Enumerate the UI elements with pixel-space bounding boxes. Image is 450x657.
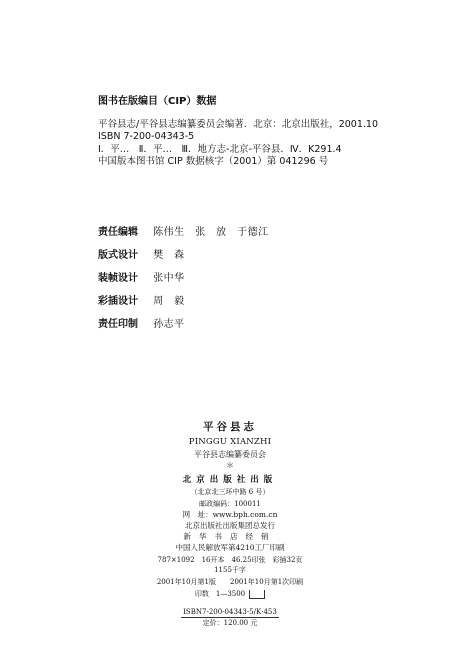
- book-specs: 787×1092 16开本 46.25印张 彩插32页 1155千字: [157, 556, 310, 574]
- staff-names: 张中华: [153, 273, 185, 284]
- cip-line: 平谷县志/平谷县志编纂委员会编著．北京：北京出版社，2001.10: [98, 118, 378, 130]
- staff-names: 陈伟生 张 放 于德江: [153, 227, 269, 238]
- staff-row: [98, 315, 398, 338]
- editor-name: 平谷县志编纂委员会: [194, 450, 266, 459]
- seller: 新华书店经销: [183, 532, 277, 541]
- imprint-block: [150, 419, 310, 628]
- staff-row: [98, 246, 398, 269]
- staff-names: 樊 森: [153, 250, 185, 261]
- distributor: 北京出版社出版集团总发行: [185, 521, 275, 530]
- staff-role: 责任印制: [98, 319, 138, 330]
- print-run: [150, 589, 310, 599]
- cip-line: ISBN 7-200-04343-5: [98, 131, 195, 142]
- staff-row: [98, 269, 398, 292]
- website: 网 址：www.bph.com.cn: [182, 510, 278, 519]
- price: 定价：120.00 元: [202, 619, 258, 627]
- staff-row: [98, 292, 398, 315]
- print-run-text: 印数 1—3500: [194, 590, 246, 598]
- book-title: 平谷县志: [203, 421, 257, 433]
- printer: 中国人民解放军第4210工厂印刷: [175, 543, 285, 552]
- cip-line: 中国版本图书馆 CIP 数据核字（2001）第 041296 号: [98, 156, 329, 167]
- staff-role: 责任编辑: [98, 227, 138, 238]
- staff-role: 版式设计: [98, 250, 138, 261]
- separator-mark: ＊: [226, 461, 234, 470]
- isbn-line: ISBN7-200-04343-5/K·453: [183, 608, 277, 616]
- cip-block: [98, 96, 398, 169]
- postcode: 邮政编码：100011: [199, 500, 261, 508]
- staff-names: 孙志平: [153, 319, 185, 330]
- staff-names: 周 毅: [153, 296, 185, 307]
- edition-info: 2001年10月第1版 2001年10月第1次印刷: [156, 578, 304, 586]
- staff-row: [98, 223, 398, 246]
- cip-line: Ⅰ．平… Ⅱ．平… Ⅲ．地方志-北京-平谷县．Ⅳ．K291.4: [98, 143, 342, 155]
- publisher-address: （北京北三环中路 6 号）: [190, 488, 270, 496]
- stamp-mark: [249, 590, 265, 599]
- staff-role: 装帧设计: [98, 273, 138, 284]
- publisher-line: 北京出版社出版: [182, 475, 278, 485]
- staff-role: 彩插设计: [98, 296, 138, 307]
- cip-heading: 图书在版编目（CIP）数据: [98, 96, 217, 107]
- staff-credits: [98, 223, 398, 338]
- book-title-pinyin: PINGGU XIANZHI: [188, 437, 272, 447]
